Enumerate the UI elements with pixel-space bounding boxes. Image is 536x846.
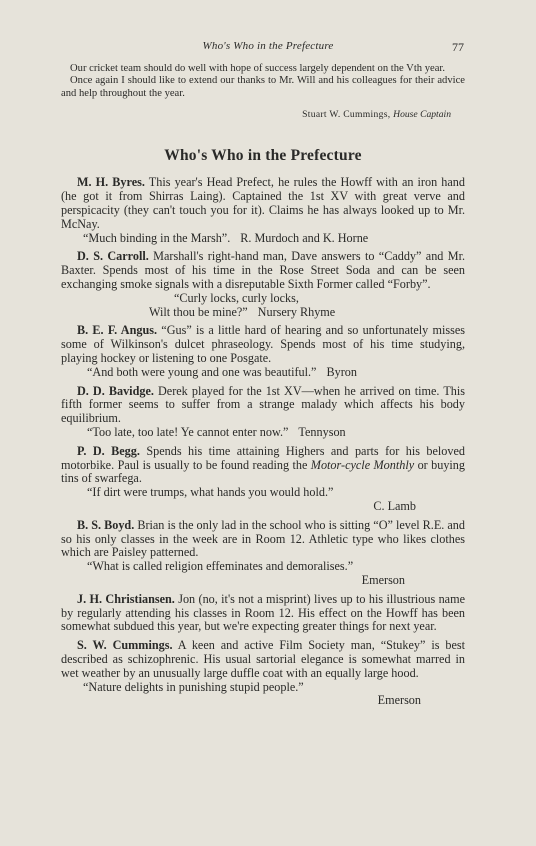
magazine-title: Motor-cycle Monthly xyxy=(310,457,415,472)
section-title: Who's Who in the Prefecture xyxy=(164,146,362,164)
prefect-entry xyxy=(61,519,465,588)
page-content xyxy=(61,63,465,713)
quote-attribution: C. Lamb xyxy=(373,498,416,513)
quote-attribution: Nursery Rhyme xyxy=(257,304,336,319)
quote-attribution: Tennyson xyxy=(298,424,346,439)
quote-text: “Nature delights in punishing stupid people.” xyxy=(83,679,304,694)
prefect-description: Derek played for the 1st XV—when he arrived on time. This fifth former seems to suffer from a strange malady which affects his body equilibrium. xyxy=(61,383,465,426)
quote-line xyxy=(61,306,465,320)
intro-paragraph: Once again I should like to extend our thanks to Mr. Will and his colleagues for their advice and help throughout the year. xyxy=(61,75,465,99)
prefect-entry xyxy=(61,176,465,245)
quote-text: “And both were young and one was beautiful.” xyxy=(87,364,317,379)
running-title: Who's Who in the Prefecture xyxy=(202,40,334,52)
quote-line xyxy=(61,232,465,246)
quote-text: “If dirt were trumps, what hands you would hold.” xyxy=(87,485,334,500)
quote-attribution: Byron xyxy=(326,364,357,379)
signature xyxy=(61,109,451,121)
quote-text: Wilt thou be mine?” xyxy=(149,304,248,319)
prefect-name: P. D. Begg. xyxy=(77,443,140,458)
quote-text: “Much binding in the Marsh”. xyxy=(83,230,231,245)
quote-attribution: Emerson xyxy=(361,572,405,587)
prefect-description: This year's Head Prefect, he rules the Howff with an iron hand (he got it from Shirras Laing). Captained the 1st XV with great verve and perspicacity (they can't touch you for it). Claims he has always looked up to Mr. McNay. xyxy=(61,175,465,231)
signature-role: House Captain xyxy=(393,109,451,121)
prefect-entry xyxy=(61,385,465,440)
page-header xyxy=(0,40,536,58)
quote-attribution: R. Murdoch and K. Horne xyxy=(240,230,369,245)
prefect-description: Spends his time attaining Highers and parts for his beloved motorbike. Paul is usually to be found reading the xyxy=(61,443,465,472)
signature-name: Stuart W. Cummings, xyxy=(302,109,391,121)
prefect-entry xyxy=(61,593,465,634)
prefect-name: B. S. Boyd. xyxy=(77,517,135,532)
prefect-description: A keen and active Film Society man, “Stukey” is best described as schizophrenic. His usual sartorial elegance is somewhat marred in wet weather by an unusually large duffle coat with an equally large hood. xyxy=(61,638,466,680)
quote-text: “What is called religion effeminates and demoralises.” xyxy=(87,559,354,574)
prefect-description: “Gus” is a little hard of hearing and so unfortunately misses some of Wilkinson's dulcet phraseology. Spends most of his time studying, playing hockey or listening to one Posgate. xyxy=(61,323,465,365)
prefect-name: M. H. Byres. xyxy=(77,175,145,190)
quote-line xyxy=(61,426,465,440)
prefect-description: Jon (no, it's not a misprint) lives up to his illustrious name by regularly attending his classes in Room 12. His effect on the Howff has been somewhat subdued this year, but we're expecting greater things for next year. xyxy=(61,591,465,634)
page-number: 77 xyxy=(452,40,464,54)
quote-attribution: Emerson xyxy=(377,693,421,708)
prefect-name: B. E. F. Angus. xyxy=(77,323,158,338)
intro-section xyxy=(61,63,465,122)
prefect-name: D. D. Bavidge. xyxy=(77,383,154,398)
prefect-description: or buying tins of swarfega. xyxy=(61,457,465,486)
prefect-description: Brian is the only lad in the school who is sitting “O” level R.E. and so his only classes in the week are in Room 12. Athletic type who likes clothes which are Paisley patterned. xyxy=(61,517,465,560)
prefect-name: J. H. Christiansen. xyxy=(77,591,175,606)
prefect-entry xyxy=(61,639,465,708)
quote-line xyxy=(61,366,465,380)
quote-line: “Curly locks, curly locks, xyxy=(174,290,299,305)
prefect-name: D. S. Carroll. xyxy=(77,249,149,264)
prefect-name: S. W. Cummings. xyxy=(77,638,173,653)
quote-text: “Too late, too late! Ye cannot enter now.” xyxy=(87,424,289,439)
prefect-entry xyxy=(61,250,465,319)
prefect-entry xyxy=(61,324,465,379)
intro-paragraph: Our cricket team should do well with hope of success largely dependent on the Vth year. xyxy=(70,63,445,74)
prefect-description: Marshall's right-hand man, Dave answers to “Caddy” and Mr. Baxter. Spends most of his time in the Rose Street Soda and can be seen exchanging smoke signals with a disreputable Sixth Former called “Forby”. xyxy=(61,249,466,291)
prefect-entry xyxy=(61,445,465,514)
